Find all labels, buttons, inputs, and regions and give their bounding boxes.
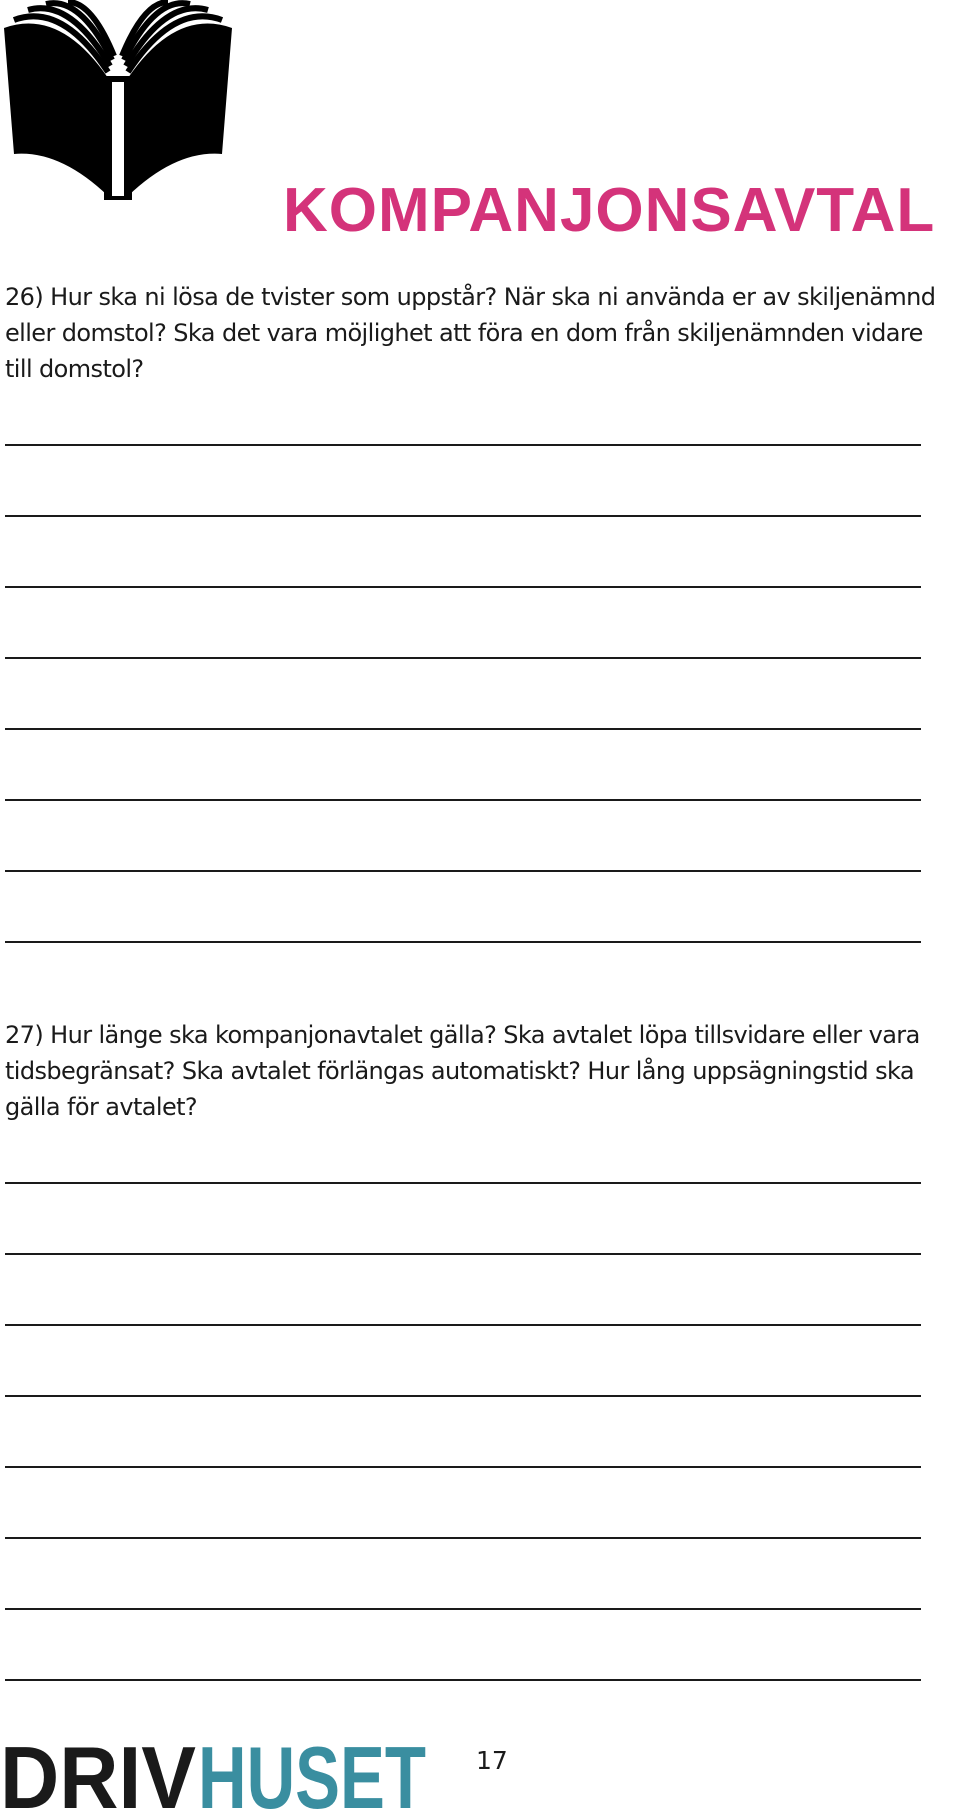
page-title: KOMPANJONSAVTAL [283, 175, 936, 245]
answer-line[interactable] [5, 728, 921, 730]
answer-line[interactable] [5, 870, 921, 872]
answer-line[interactable] [5, 1537, 921, 1539]
answer-line[interactable] [5, 1608, 921, 1610]
brand-huset: HUSET [198, 1738, 426, 1812]
answer-line[interactable] [5, 1679, 921, 1681]
answer-line[interactable] [5, 1253, 921, 1255]
answer-line[interactable] [5, 586, 921, 588]
question-26: 26) Hur ska ni lösa de tvister som uppstår? När ska ni använda er av skiljenämnd eller domstol? Ska det vara möjlighet att föra en dom från skiljenämnden vidare till domstol? [5, 283, 936, 383]
brand-driv: DRIV [0, 1738, 197, 1812]
drivhuset-logo [0, 1738, 432, 1812]
answer-line[interactable] [5, 1466, 921, 1468]
answer-line[interactable] [5, 799, 921, 801]
answer-line[interactable] [5, 1324, 921, 1326]
open-book-icon [0, 0, 236, 200]
answer-line[interactable] [5, 1182, 921, 1184]
page-number: 17 [476, 1746, 508, 1775]
answer-line[interactable] [5, 444, 921, 446]
answer-line[interactable] [5, 1395, 921, 1397]
question-27: 27) Hur länge ska kompanjonavtalet gälla? Ska avtalet löpa tillsvidare eller vara tidsbegränsat? Ska avtalet förlängas automatiskt? Hur lång uppsägningstid ska gälla för avtalet? [5, 1021, 920, 1121]
answer-line[interactable] [5, 657, 921, 659]
answer-line[interactable] [5, 941, 921, 943]
answer-line[interactable] [5, 515, 921, 517]
